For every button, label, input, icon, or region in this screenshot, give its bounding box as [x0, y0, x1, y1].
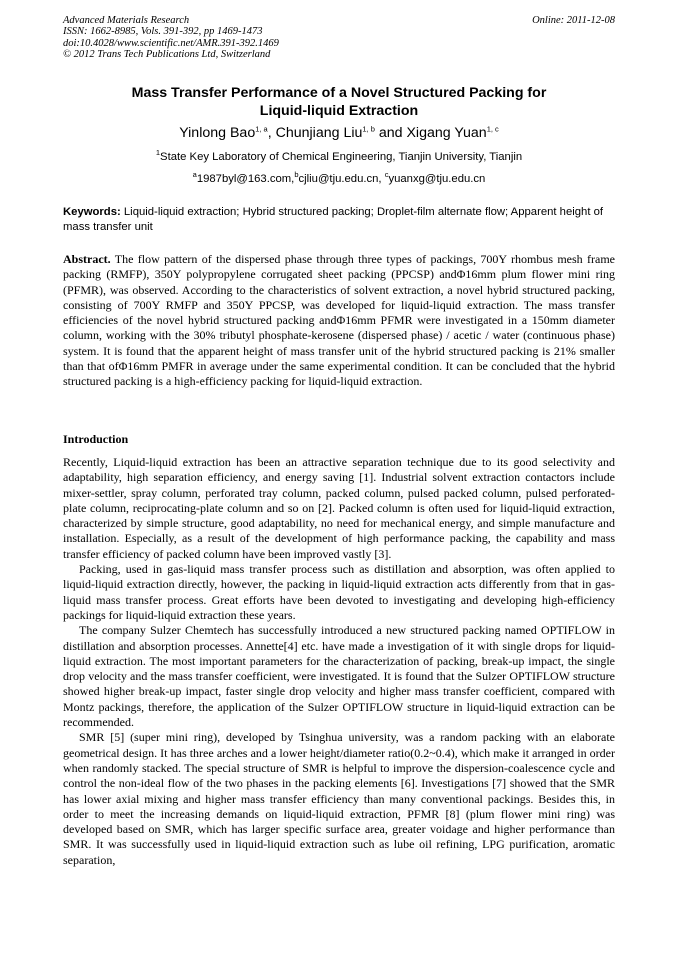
- email-b-sup: b: [294, 170, 299, 180]
- author-3-sup: 1, c: [486, 124, 499, 134]
- introduction-heading: Introduction: [63, 432, 129, 446]
- abstract-text: The flow pattern of the dispersed phase through three types of packings, 700Y rhombus mesh frame packing (RMFP), 350Y polypropylene corrugated sheet packing (PPCSP) andΦ16mm plum flower mini ring (PFMR), was observed. According to the characteristics of solvent extraction, a novel hybrid structured packing, consisting of 700Y RMFP and 350Y PPCSP, was developed for liquid-liquid extraction. The mass transfer efficiencies of the novel hybrid structured packing andΦ16mm PFMR were investigated in a 150mm diameter column, working with the 30% tributyl phosphate-kerosene (dispersed phase) / acetic / water (continuous phase) system. It is found that the apparent height of mass transfer unit of the hybrid structured packing is 21% smaller than that ofΦ16mm PMFR in average under the same experimental condition. It can be concluded that the hybrid structured packing is a high-efficiency packing for liquid-liquid extraction.: [63, 252, 615, 388]
- keywords-label: Keywords:: [63, 206, 121, 218]
- paper-title: [63, 84, 615, 120]
- title-line-2: Liquid-liquid Extraction: [259, 103, 419, 119]
- abstract-section: [63, 252, 615, 389]
- title-line-1: Mass Transfer Performance of a Novel Structured Packing for: [131, 85, 547, 101]
- journal-name: Advanced Materials Research: [63, 15, 190, 26]
- affiliation-text: State Key Laboratory of Chemical Engineering, Tianjin University, Tianjin: [160, 151, 523, 163]
- online-date: Online: 2011-12-08: [532, 15, 615, 26]
- affiliation: [63, 150, 615, 164]
- keywords-section: [63, 205, 615, 234]
- abstract-label: Abstract.: [63, 252, 111, 266]
- intro-paragraph-1: Recently, Liquid-liquid extraction has been an attractive separation technique due to its good selectivity and adaptability, high separation efficiency, and energy saving [1]. Industrial solvent extraction contactors include mixer-settler, spray column, perforated tray column, packed column, pulsed packed column, pulsed perforated-plate column, reciprocating-plate column and so on [2]. Packed column is often used for liquid-liquid extraction, characterized by simple structure, good adaptability, no need for mechanical energy, and simple manufacture and installation. Especially, as a result of the development of high performance packing, the capability and mass transfer efficiency of packed column have been improved vastly [3].: [63, 455, 615, 561]
- keywords-text: Liquid-liquid extraction; Hybrid structured packing; Droplet-film alternate flow; Apparent height of mass transfer unit: [63, 206, 604, 233]
- email-a-sup: a: [192, 170, 197, 180]
- author-2-sup: 1, b: [362, 124, 375, 134]
- intro-paragraph-4: SMR [5] (super mini ring), developed by Tsinghua university, was a random packing with an elaborate geometrical design. It has three arches and a lower height/diameter ratio(0.2~0.4), which make it arranged in order when randomly stacked. The special structure of SMR is helpful to improve the dispersion-coalescence cycle and control the non-ideal flow of the two phases in the packing elements [6]. Investigations [7] showed that the SMR has lower axial mixing and higher mass transfer efficiency than many conventional packings. Besides this, in order to meet the increasing demands on liquid-liquid extraction, PFMR [8] (plum flower mini ring) was developed based on SMR, which has larger specific surface area, greater voidage and higher performance than SMR. It was successfully used in liquid-liquid extraction such as lube oil refining, LPG purification, aromatic separation,: [63, 730, 615, 867]
- issn-line: ISSN: 1662-8985, Vols. 391-392, pp 1469-1473: [63, 26, 263, 38]
- email-b: cjliu@tju.edu.cn,: [298, 173, 385, 185]
- author-2: , Chunjiang Liu: [267, 125, 363, 141]
- author-1: Yinlong Bao: [179, 125, 256, 141]
- email-a: 1987byl@163.com,: [196, 173, 295, 185]
- affiliation-sup: 1: [155, 148, 161, 158]
- author-1-sup: 1, a: [255, 124, 268, 134]
- intro-paragraph-3: The company Sulzer Chemtech has successfully introduced a new structured packing named OPTIFLOW in distillation and absorption processes. Annette[4] etc. have made a investigation of it with single drops for liquid-liquid extraction. The most important parameters for the characterization of packing, break-up impact, the single drop velocity and the mass transfer coefficient, were investigated. It is found that the Sulzer OPTIFLOW structure showed higher break-up impact, faster single drop velocity and higher mass transfer coefficient, compared with Montz packings, therefore, the application of the Sulzer OPTIFLOW structure in liquid-liquid extraction can be recommended.: [63, 623, 615, 730]
- intro-paragraph-2: Packing, used in gas-liquid mass transfer process such as distillation and absorption, was often applied to liquid-liquid extraction directly, however, the packing in liquid-liquid extraction acts differently from that in gas-liquid mass transfer process. Great efforts have been devoted to investigating and developing high-efficiency packings for liquid-liquid extraction these years.: [63, 562, 615, 622]
- author-3: and Xigang Yuan: [374, 125, 487, 141]
- author-list: [63, 124, 615, 142]
- author-emails: [63, 172, 615, 186]
- email-c-sup: c: [384, 170, 389, 180]
- email-c: yuanxg@tju.edu.cn: [388, 173, 486, 185]
- journal-header: [63, 15, 615, 60]
- copyright-line: © 2012 Trans Tech Publications Ltd, Switzerland: [63, 48, 271, 60]
- doi-line: doi:10.4028/www.scientific.net/AMR.391-392.1469: [63, 37, 279, 49]
- introduction-body: [63, 455, 615, 868]
